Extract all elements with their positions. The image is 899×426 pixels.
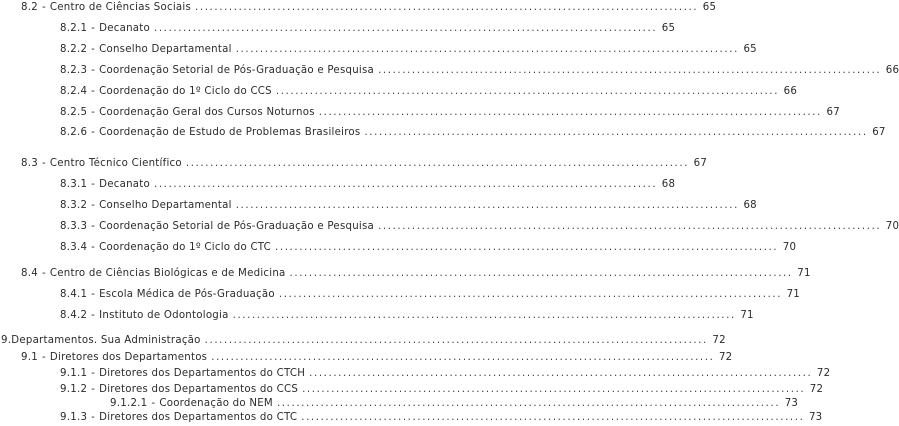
dot-leader: ........................................................................................................ (235, 200, 739, 211)
toc-entry-number: 8.2.2 (60, 44, 88, 55)
toc-entry-number: 9.1.2 (60, 384, 88, 395)
toc-entry-number: 8.2.6 (60, 127, 88, 138)
toc-entry-page: 73 (784, 398, 799, 409)
dot-leader: ........................................................................................................ (195, 2, 699, 13)
dot-leader: ........................................................................................................ (378, 221, 882, 232)
toc-entry-page: 65 (661, 23, 676, 34)
toc-entry-number: 8.2.1 (60, 23, 88, 34)
toc-entry-number: 8.2 (21, 2, 38, 13)
toc-entry (1, 335, 726, 347)
toc-entry-number: 8.3.3 (60, 221, 88, 232)
toc-entry-separator: - (41, 352, 46, 363)
toc-entry-page: 72 (809, 384, 824, 395)
dot-leader: ........................................................................................................ (364, 127, 868, 138)
toc-entry-number: 8.2.3 (60, 65, 88, 76)
dot-leader: ........................................................................................................ (232, 310, 736, 321)
toc-entry-separator: - (91, 179, 96, 190)
toc-entry-page: 71 (797, 268, 811, 279)
toc-entry-page: 70 (782, 242, 797, 253)
toc-entry-number: 8.4 (21, 268, 38, 279)
toc-entry-title: Diretores dos Departamentos do CTC (99, 412, 298, 423)
dot-leader: ........................................................................................................ (301, 412, 805, 423)
toc-entry-page: 67 (826, 107, 840, 118)
toc-entry-separator: - (91, 86, 96, 97)
toc-entry (110, 398, 799, 410)
toc-entry-number: 8.2.4 (60, 86, 88, 97)
toc-entry-number: 9.1.3 (60, 412, 88, 423)
toc-entry (21, 2, 717, 14)
toc-entry-page: 73 (808, 412, 823, 423)
toc-entry-page: 67 (693, 158, 708, 169)
toc-entry (21, 352, 733, 364)
toc-entry-separator: - (151, 398, 156, 409)
toc-entry-page: 72 (718, 352, 733, 363)
dot-leader: ........................................................................................................ (302, 384, 806, 395)
toc-entry-separator: - (91, 127, 96, 138)
toc-entry-separator: - (91, 107, 96, 118)
toc-entry-title: Centro de Ciências Sociais (49, 2, 192, 13)
toc-entry-number: 9.1 (21, 352, 38, 363)
toc-entry (60, 368, 831, 380)
toc-entry (60, 200, 757, 212)
dot-leader: ........................................................................................................ (276, 398, 781, 409)
toc-entry-separator: - (41, 158, 46, 169)
dot-leader: ........................................................................................................ (378, 65, 882, 76)
toc-entry-separator: - (91, 23, 96, 34)
dot-leader: ........................................................................................................ (154, 179, 658, 190)
toc-entry (21, 268, 811, 280)
dot-leader: ........................................................................................................ (278, 289, 783, 300)
toc-entry (60, 242, 797, 254)
toc-entry-title: Conselho Departamental (99, 200, 232, 211)
dot-leader: ........................................................................................................ (204, 335, 708, 346)
toc-entry (60, 44, 757, 56)
toc-entry-separator: - (91, 310, 96, 321)
toc-entry-separator: - (91, 200, 96, 211)
toc-entry-title: Coordenação do 1º Ciclo do CCS (99, 86, 272, 97)
toc-entry-title: Diretores dos Departamentos (49, 352, 208, 363)
toc-entry-title: Coordenação Geral dos Cursos Noturnos (99, 107, 315, 118)
toc-entry-page: 70 (885, 221, 899, 232)
toc-entry-title: Departamentos. Sua Administração (11, 335, 201, 346)
toc-entry-page: 65 (702, 2, 717, 13)
toc-entry-title: Conselho Departamental (99, 44, 232, 55)
toc-entry-page: 66 (885, 65, 899, 76)
toc-entry-page: 72 (816, 368, 831, 379)
toc-entry (60, 107, 840, 119)
toc-entry-title: Diretores dos Departamentos do CTCH (99, 368, 306, 379)
toc-entry-title: Coordenação Setorial de Pós-Graduação e Pesquisa (99, 65, 375, 76)
dot-leader: ........................................................................................................ (185, 158, 690, 169)
toc-entry-separator: - (91, 242, 96, 253)
toc-entry (60, 65, 899, 77)
toc-entry-title: Centro de Ciências Biológicas e de Medicina (49, 268, 286, 279)
dot-leader: ........................................................................................................ (318, 107, 822, 118)
toc-entry-separator: - (91, 368, 96, 379)
dot-leader: ........................................................................................................ (235, 44, 739, 55)
toc-entry (21, 158, 708, 170)
toc-entry-title: Decanato (99, 179, 150, 190)
toc-entry-separator: - (91, 384, 96, 395)
toc-entry-title: Instituto de Odontologia (99, 310, 229, 321)
toc-entry-separator: - (41, 268, 46, 279)
toc-entry-separator: - (41, 2, 46, 13)
toc-entry-page: 71 (740, 310, 754, 321)
toc-entry-separator: - (91, 289, 96, 300)
dot-leader: ........................................................................................................ (211, 352, 715, 363)
toc-entry-title: Coordenação do 1º Ciclo do CTC (99, 242, 272, 253)
toc-entry (60, 412, 823, 424)
toc-entry-page: 71 (786, 289, 801, 300)
toc-entry (60, 127, 886, 139)
toc-entry (60, 23, 676, 35)
toc-entry-separator: - (91, 65, 96, 76)
toc-entry-page: 68 (661, 179, 676, 190)
toc-entry-title: Centro Técnico Científico (49, 158, 182, 169)
toc-entry-number: 9.1.2.1 (110, 398, 148, 409)
toc-entry-page: 72 (712, 335, 726, 346)
toc-entry-title: Coordenação de Estudo de Problemas Brasileiros (99, 127, 361, 138)
toc-entry-separator: - (91, 412, 96, 423)
toc-entry-number: 8.3.2 (60, 200, 88, 211)
toc-entry-page: 66 (783, 86, 798, 97)
toc-entry-number: 8.3 (21, 158, 38, 169)
toc-entry (60, 310, 754, 322)
dot-leader: ........................................................................................................ (289, 268, 793, 279)
toc-entry-separator: - (91, 221, 96, 232)
toc-entry (60, 384, 824, 396)
toc-entry-number: 8.4.2 (60, 310, 88, 321)
dot-leader: ........................................................................................................ (309, 368, 813, 379)
toc-entry (60, 289, 801, 301)
toc-entry-title: Escola Médica de Pós-Graduação (99, 289, 275, 300)
toc-entry-number: 9.1.1 (60, 368, 88, 379)
toc-entry-title: Coordenação do NEM (159, 398, 273, 409)
toc-entry (60, 86, 798, 98)
toc-entry-number: 8.4.1 (60, 289, 88, 300)
toc-entry-separator: - (91, 44, 96, 55)
dot-leader: ........................................................................................................ (275, 86, 780, 97)
toc-entry-number: 8.2.5 (60, 107, 88, 118)
toc-entry-page: 65 (743, 44, 757, 55)
toc-entry-number: 8.3.4 (60, 242, 88, 253)
toc-entry-title: Diretores dos Departamentos do CCS (99, 384, 299, 395)
dot-leader: ........................................................................................................ (275, 242, 779, 253)
toc-entry (60, 179, 676, 191)
toc-entry-page: 68 (743, 200, 757, 211)
toc-entry (60, 221, 899, 233)
toc-entry-number: 9. (1, 335, 12, 346)
toc-entry-page: 67 (872, 127, 886, 138)
dot-leader: ........................................................................................................ (154, 23, 658, 34)
toc-entry-title: Coordenação Setorial de Pós-Graduação e Pesquisa (99, 221, 375, 232)
toc-entry-title: Decanato (99, 23, 150, 34)
toc-entry-number: 8.3.1 (60, 179, 88, 190)
